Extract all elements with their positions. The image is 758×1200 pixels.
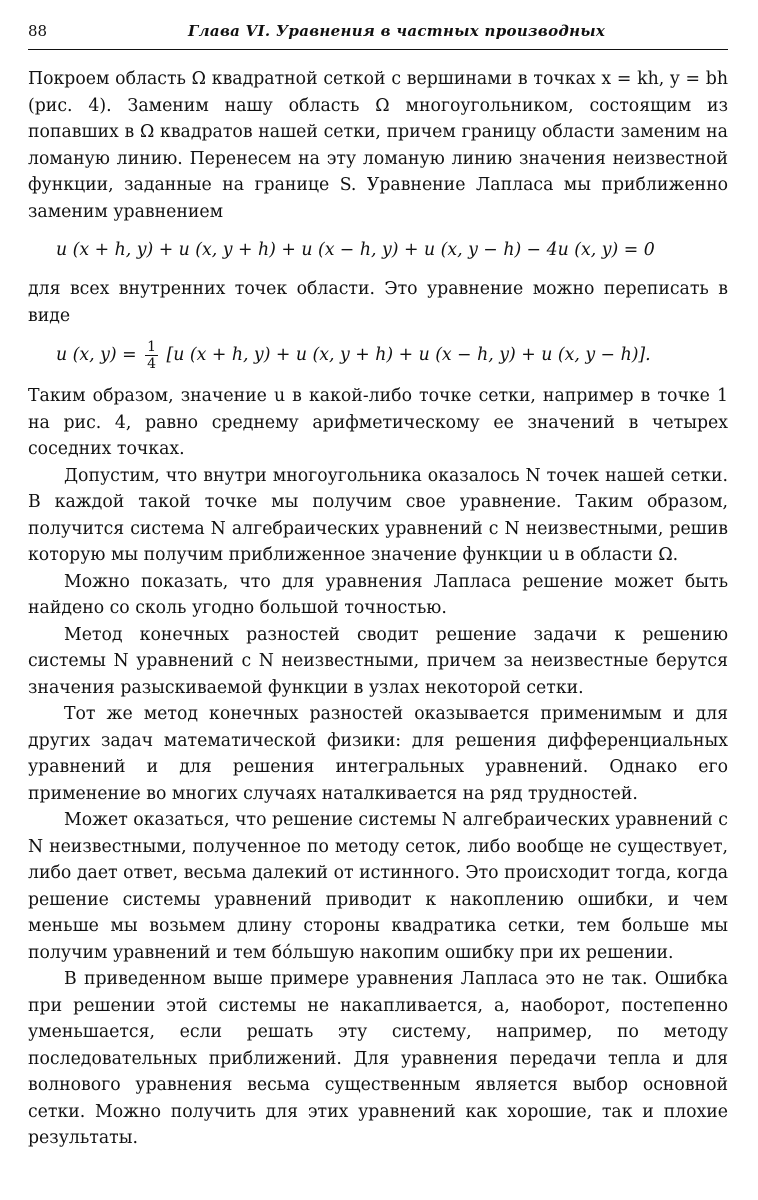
fraction-one-quarter <box>145 339 158 372</box>
paragraph-3: Таким образом, значение u в какой-либо точке сетки, например в точке 1 на рис. 4, равно среднему арифметическому ее значений в четырех соседних точках. <box>28 386 728 459</box>
page-header <box>28 16 728 46</box>
running-head: Глава VI. Уравнения в частных производных <box>188 22 606 40</box>
paragraph-9: В приведенном выше примере уравнения Лапласа это не так. Ошибка при решении этой системы не накапливается, а, наоборот, постепенно уменьшается, если решать эту систему, например, по методу последовательных приближений. Для уравнения передачи тепла и для волнового уравнения весьма существенным является выбор основной сетки. Можно получить для этих уравнений как хорошие, так и плохие результаты. <box>28 969 728 1148</box>
fraction-denominator: 4 <box>147 356 156 372</box>
formula-average-right: [u (x + h, y) + u (x, y + h) + u (x − h, y) + u (x, y − h)]. <box>166 345 651 365</box>
formula-average-left: u (x, y) = <box>56 345 137 365</box>
paragraph-5: Можно показать, что для уравнения Лапласа решение может быть найдено со сколь угодно большой точностью. <box>28 571 728 618</box>
page-number: 88 <box>28 22 48 40</box>
paragraph-4: Допустим, что внутри многоугольника оказалось N точек нашей сетки. В каждой такой точке мы получим свое уравнение. Таким образом, получится система N алгебраических уравнений с N неизвестными, решив которую мы получим приближенное значение функции u в области Ω. <box>28 465 728 565</box>
paragraph-8: Может оказаться, что решение системы N алгебраических уравнений с N неизвестными, полученное по методу сеток, либо вообще не существует, либо дает ответ, весьма далекий от истинного. Это происходит тогда, когда решение системы уравнений приводит к накоплению ошибки, и чем меньше мы возьмем длину стороны квадратика сетки, тем больше мы получим уравнений и тем бо́льшую накопим ошибку при их решении. <box>28 810 728 963</box>
page-body <box>28 66 728 1152</box>
header-rule <box>28 49 728 50</box>
paragraph-2: для всех внутренних точек области. Это уравнение можно переписать в виде <box>28 279 728 326</box>
paragraph-7: Тот же метод конечных разностей оказывается применимым и для других задач математической физики: для решения дифференциальных уравнений и для решения интегральных уравнений. Однако его применение во многих случаях наталкивается на ряд трудностей. <box>28 704 728 804</box>
formula-laplace-difference: u (x + h, y) + u (x, y + h) + u (x − h, y) + u (x, y − h) − 4u (x, y) = 0 <box>56 240 655 260</box>
paragraph-6: Метод конечных разностей сводит решение задачи к решению системы N уравнений с N неизвестными, причем за неизвестные берутся значения разыскиваемой функции в узлах некоторой сетки. <box>28 624 728 698</box>
formula-average <box>28 335 728 375</box>
paragraph-1: Покроем область Ω квадратной сеткой с вершинами в точках x = kh, y = bh (рис. 4). Заменим нашу область Ω многоугольником, состоящим из попавших в Ω квадратов нашей сетки, причем границу области заменим на ломаную линию. Перенесем на эту ломаную линию значения неизвестной функции, заданные на границе S. Уравнение Лапласа мы приближенно заменим уравнением <box>28 69 728 222</box>
fraction-numerator: 1 <box>147 339 156 355</box>
